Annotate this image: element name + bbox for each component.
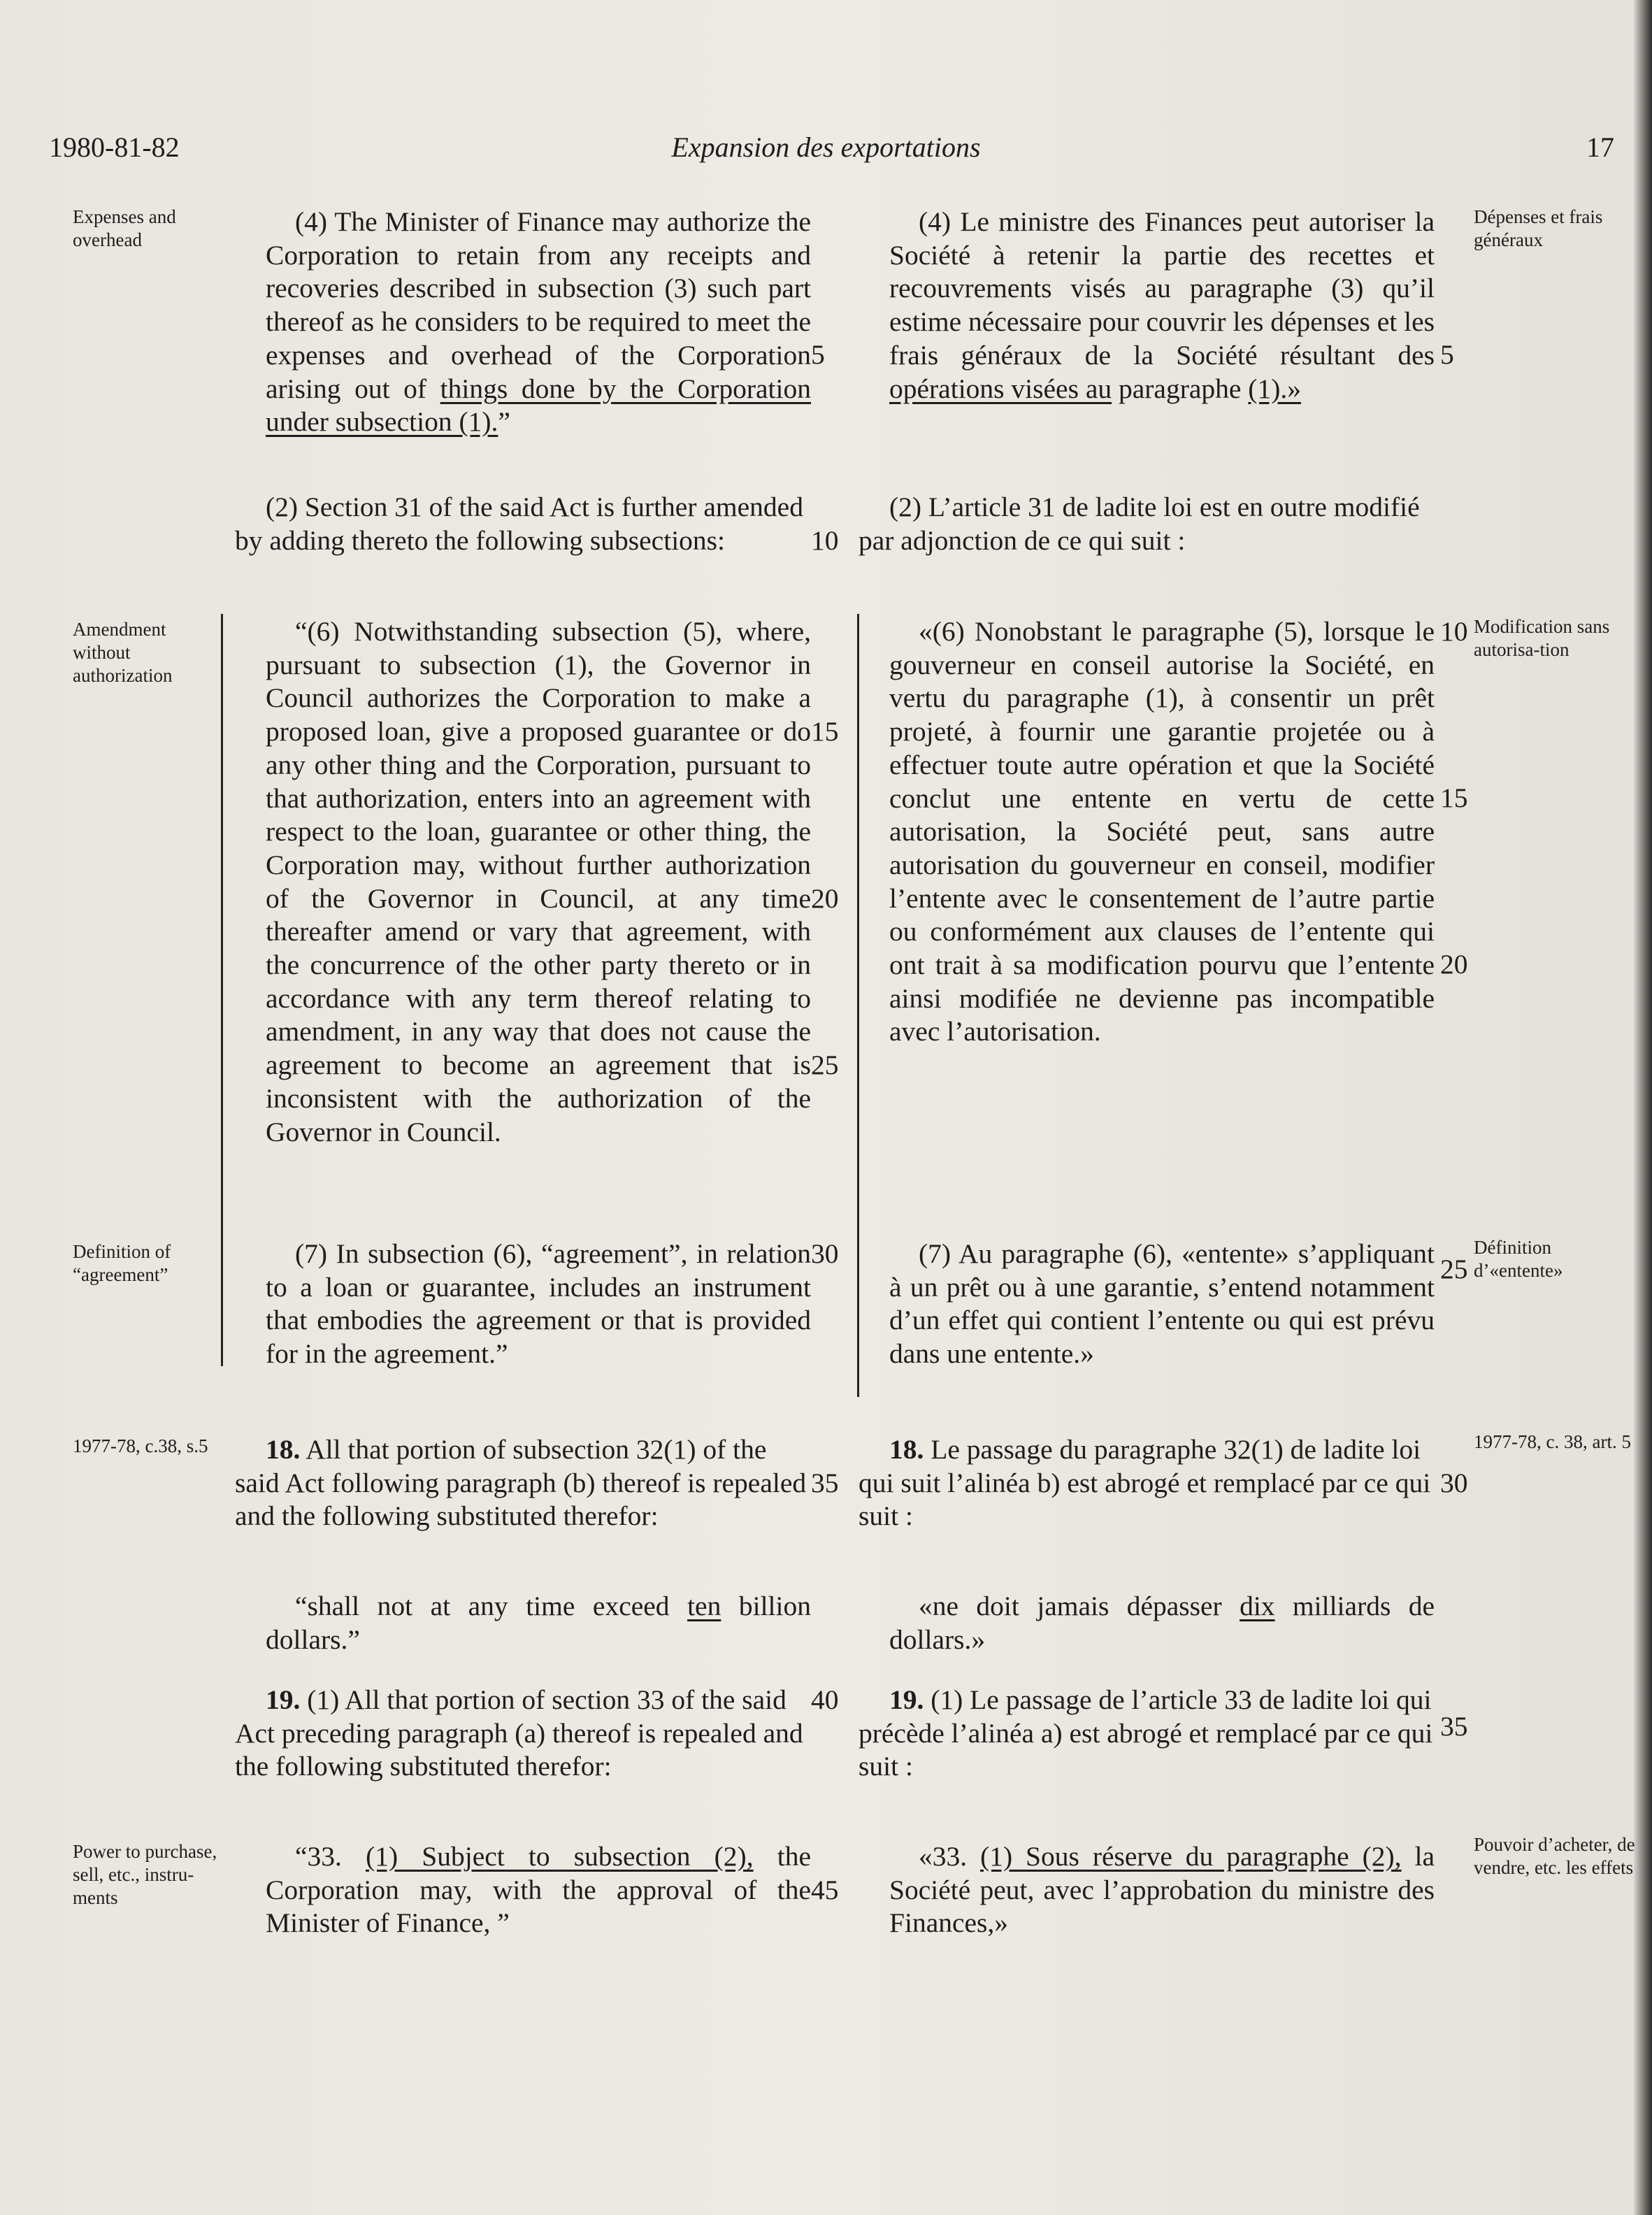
en-s19-text: (1) All that portion of section 33 of the said Act preceding paragraph (a) thereof is repealed and the following substituted therefor:	[235, 1684, 803, 1782]
fr-subsection-4	[889, 206, 1435, 406]
fr-s18-number: 18.	[889, 1434, 924, 1465]
fr-subsection-6	[889, 615, 1435, 1049]
fr-section-18	[859, 1433, 1435, 1533]
en-s33-a: “33.	[295, 1841, 366, 1872]
margin-note-amendment: Amendment without authorization	[73, 619, 173, 686]
margin-note-power: Power to purchase, sell, etc., instru-ments	[73, 1841, 217, 1908]
fr-s19-text: (1) Le passage de l’article 33 de ladite loi qui précède l’alinéa a) est abrogé et remplacé par ce qui suit :	[859, 1684, 1433, 1782]
margin-note-expenses: Expenses and overhead	[73, 206, 176, 250]
fr-s4-underlined-2: (1).»	[1248, 373, 1301, 404]
en-s19-number: 19.	[266, 1684, 301, 1715]
margin-note-depenses: Dépenses et frais généraux	[1474, 206, 1603, 250]
fr-revision-bar	[857, 614, 859, 1397]
margin-note-definition-fr: Définition d’«entente»	[1474, 1237, 1563, 1281]
line-number: 30	[1440, 1468, 1468, 1498]
en-section-18	[235, 1433, 811, 1533]
en-s18-number: 18.	[266, 1434, 301, 1465]
fr-s18-quote-u: dix	[1240, 1591, 1275, 1621]
page-edge-shadow	[1634, 0, 1652, 2215]
fr-s18-text: Le passage du paragraphe 32(1) de ladite loi qui suit l’alinéa b) est abrogé et remplacé par ce qui suit :	[859, 1434, 1431, 1532]
line-number: 35	[811, 1468, 839, 1498]
en-s4-text: (4) The Minister of Finance may authorize the Corporation to retain from any receipts and recoveries described in subsection (3) such part thereof as he considers to be required to meet the expenses and overhead of the Corporation arising out of	[266, 206, 811, 404]
fr-s4-underlined: opérations visées au	[889, 373, 1112, 404]
fr-section-33	[889, 1840, 1435, 1940]
en-s6-text: “(6) Notwithstanding subsection (5), where, pursuant to subsection (1), the Governor in Council authorizes the Corporation to make a proposed loan, give a proposed guarantee or do any other thing and the Corporation, pursuant to that authorization, enters into an agreement with respect to the loan, guarantee or other thing, the Corporation may, without further authorization of the Governor in Council, at any time thereafter amend or vary that agreement, with the concurrence of the other party thereto or in accordance with any term thereof relating to amendment, in any way that does not cause the agreement to become an agreement that is inconsistent with the authorization of the Governor in Council.	[266, 616, 811, 1147]
line-number: 5	[1440, 339, 1454, 370]
fr-s19-number: 19.	[889, 1684, 924, 1715]
fr-s6-text: «(6) Nonobstant le paragraphe (5), lorsque le gouverneur en conseil autorise la Société, en vertu du paragraphe (1), à consentir un prêt projeté, à fournir une garantie projetée ou à effectuer toute autre opération et que la Société conclut une entente en vertu de cette autorisation, la Société peut, sans autre autorisation du gouverneur en conseil, modifier l’entente avec le consentement de l’autre partie ou conformément aux clauses de l’entente qui ont trait à sa modification pourvu que l’entente ainsi modifiée ne devienne pas incompatible avec l’autorisation.	[889, 616, 1435, 1047]
en-s7-text: (7) In subsection (6), “agreement”, in relation to a loan or guarantee, includes an instrument that embodies the agreement or that is provided for in the agreement.”	[266, 1238, 811, 1370]
line-number: 10	[1440, 616, 1468, 647]
margin-note-citation-fr: 1977-78, c. 38, art. 5	[1474, 1431, 1631, 1452]
en-section-19	[235, 1684, 811, 1784]
en-s4-underlined: things done by the Corporation under subsection (1).	[266, 373, 811, 438]
fr-section-2: (2) L’article 31 de ladite loi est en outre modifié par adjonction de ce qui suit :	[859, 492, 1420, 556]
en-subsection-4	[266, 206, 811, 439]
fr-s18-quote-a: «ne doit jamais dépasser	[919, 1591, 1240, 1621]
en-s18-quote-b: billion dollars.”	[266, 1591, 811, 1655]
fr-s33-underlined: (1) Sous réserve du paragraphe (2),	[980, 1841, 1402, 1872]
fr-s33-a: «33.	[919, 1841, 981, 1872]
margin-note-pouvoir: Pouvoir d’acheter, de vendre, etc. les effets	[1474, 1834, 1635, 1878]
line-number: 15	[1440, 782, 1468, 813]
fr-s7-text: (7) Au paragraphe (6), «entente» s’appliquant à un prêt ou à une garantie, s’entend notamment d’un effet qui contient l’entente ou qui est prévu dans une entente.»	[889, 1238, 1435, 1370]
fr-s4-mid: paragraphe	[1112, 373, 1249, 404]
fr-section-19	[859, 1684, 1435, 1784]
en-section-2: (2) Section 31 of the said Act is further amended by adding thereto the following subsections:	[235, 492, 803, 556]
fr-subsection-7	[889, 1238, 1435, 1371]
line-number: 45	[811, 1874, 839, 1905]
fr-s18-quote	[889, 1590, 1435, 1656]
margin-note-definition: Definition of “agreement”	[73, 1241, 171, 1285]
header-title: Expansion des exportations	[671, 131, 981, 163]
en-section-33	[266, 1840, 811, 1940]
line-number: 40	[811, 1684, 839, 1715]
line-number: 25	[811, 1049, 839, 1080]
en-s18-text: All that portion of subsection 32(1) of the said Act following paragraph (b) thereof is repealed and the following substituted therefor:	[235, 1434, 807, 1532]
en-s4-end: ”	[498, 406, 510, 438]
en-subsection-6	[266, 615, 811, 1149]
en-s33-underlined: (1) Subject to subsection (2),	[366, 1841, 754, 1872]
line-number: 10	[811, 525, 839, 556]
en-s33-b: the Corporation may, with the approval of the Minister of Finance, ”	[266, 1841, 811, 1939]
fr-s33-b: la Société peut, avec l’approbation du ministre des Finances,»	[889, 1841, 1435, 1939]
header-years: 1980-81-82	[49, 131, 180, 163]
line-number: 35	[1440, 1711, 1468, 1742]
line-number: 20	[1440, 949, 1468, 980]
line-number: 5	[811, 339, 825, 370]
fr-s18-quote-b: milliards de dollars.»	[889, 1591, 1435, 1655]
en-s18-quote-a: “shall not at any time exceed	[295, 1591, 688, 1621]
line-number: 20	[811, 883, 839, 914]
en-s18-quote	[266, 1590, 811, 1656]
margin-note-modification: Modification sans autorisa-tion	[1474, 616, 1610, 660]
en-s18-quote-u: ten	[687, 1591, 721, 1621]
en-subsection-7	[266, 1238, 811, 1371]
fr-s4-text: (4) Le ministre des Finances peut autoriser la Société à retenir la partie des recettes et recouvrements visés au paragraphe (3) qu’il estime nécessaire pour couvrir les dépenses et les frais généraux de la Société résultant des	[889, 206, 1435, 371]
line-number: 15	[811, 716, 839, 747]
line-number: 25	[1440, 1254, 1468, 1284]
margin-note-citation: 1977-78, c.38, s.5	[73, 1435, 208, 1456]
line-number: 30	[811, 1238, 839, 1269]
en-revision-bar	[221, 614, 223, 1366]
page-number: 17	[1586, 131, 1614, 163]
